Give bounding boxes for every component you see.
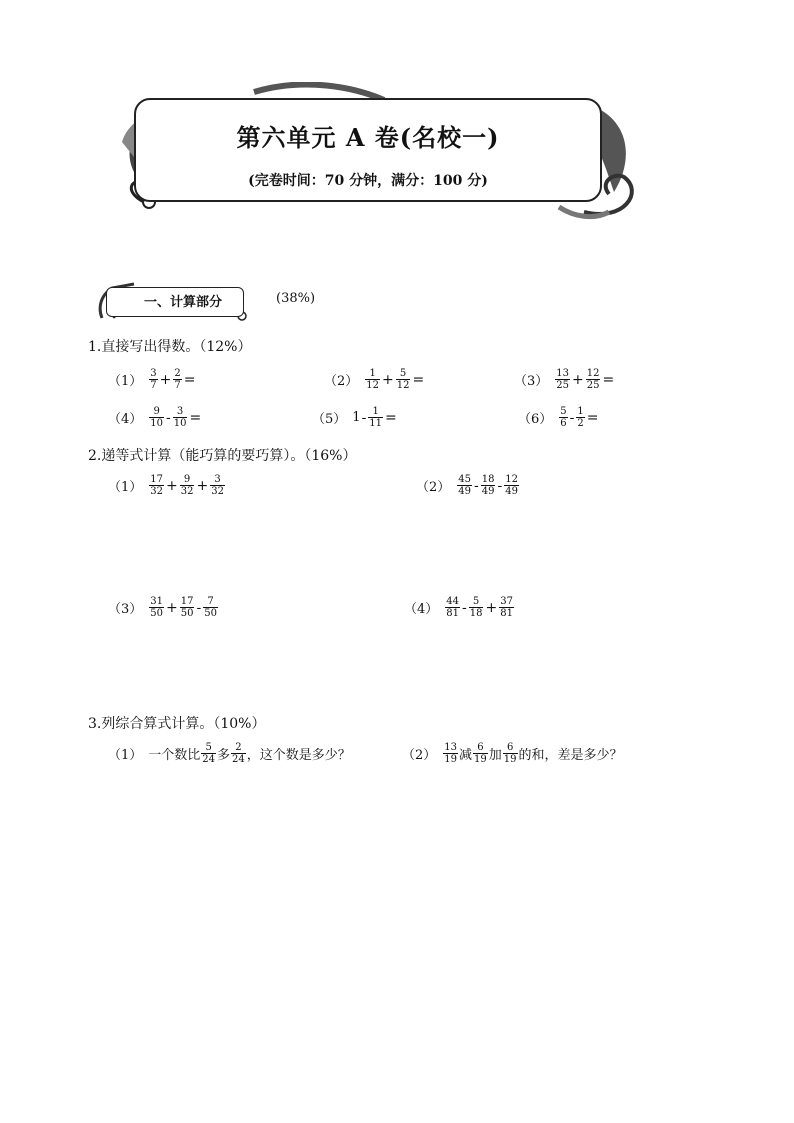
- page-title: 第六单元 A 卷(名校一): [236, 123, 500, 152]
- q2-item-2: （2） $\frac{45}{49}$ - $\frac{18}{49}$ - $\frac{12}{49}$: [416, 474, 518, 497]
- title-box: [134, 98, 602, 202]
- q1-item-3: （3） $\frac{13}{25}$ + $\frac{12}{25}$ =: [514, 368, 615, 391]
- q2-item-1: （1） $\frac{17}{32}$ + $\frac{9}{32}$ + $\frac{3}{32}$: [108, 474, 224, 497]
- section-percent: (38%): [276, 291, 316, 306]
- section-label: 一、计算部分: [144, 295, 223, 310]
- question-3-title: 3.列综合算式计算。（10%）: [88, 716, 266, 732]
- q1-item-1: （1） $\frac{3}{7}$ + $\frac{2}{7}$ =: [108, 368, 196, 391]
- q1-item-5: （5） 1 - $\frac{1}{11}$ =: [312, 406, 397, 429]
- q3-item-1: （1） 一个数比 $\frac{5}{24}$ 多 $\frac{2}{24}$ ，这个数是多少？: [108, 742, 351, 765]
- page-subtitle: (完卷时间：70 分钟，满分：100 分): [248, 173, 488, 189]
- question-1-title: 1.直接写出得数。（12%）: [88, 339, 252, 355]
- q3-item-2: （2） $\frac{13}{19}$ 减 $\frac{6}{19}$ 加 $\frac{6}{19}$ 的和，差是多少？: [402, 742, 623, 765]
- q2-item-4: （4） $\frac{44}{81}$ - $\frac{5}{18}$ + $\frac{37}{81}$: [404, 596, 513, 619]
- question-2-title: 2.递等式计算（能巧算的要巧算）。（16%）: [88, 448, 357, 464]
- q2-item-3: （3） $\frac{31}{50}$ + $\frac{17}{50}$ - $\frac{7}{50}$: [108, 596, 217, 619]
- q1-item-2: （2） $\frac{1}{12}$ + $\frac{5}{12}$ =: [324, 368, 425, 391]
- q1-item-6: （6） $\frac{5}{6}$ - $\frac{1}{2}$ =: [518, 406, 599, 429]
- q1-item-4: （4） $\frac{9}{10}$ - $\frac{3}{10}$ =: [108, 406, 202, 429]
